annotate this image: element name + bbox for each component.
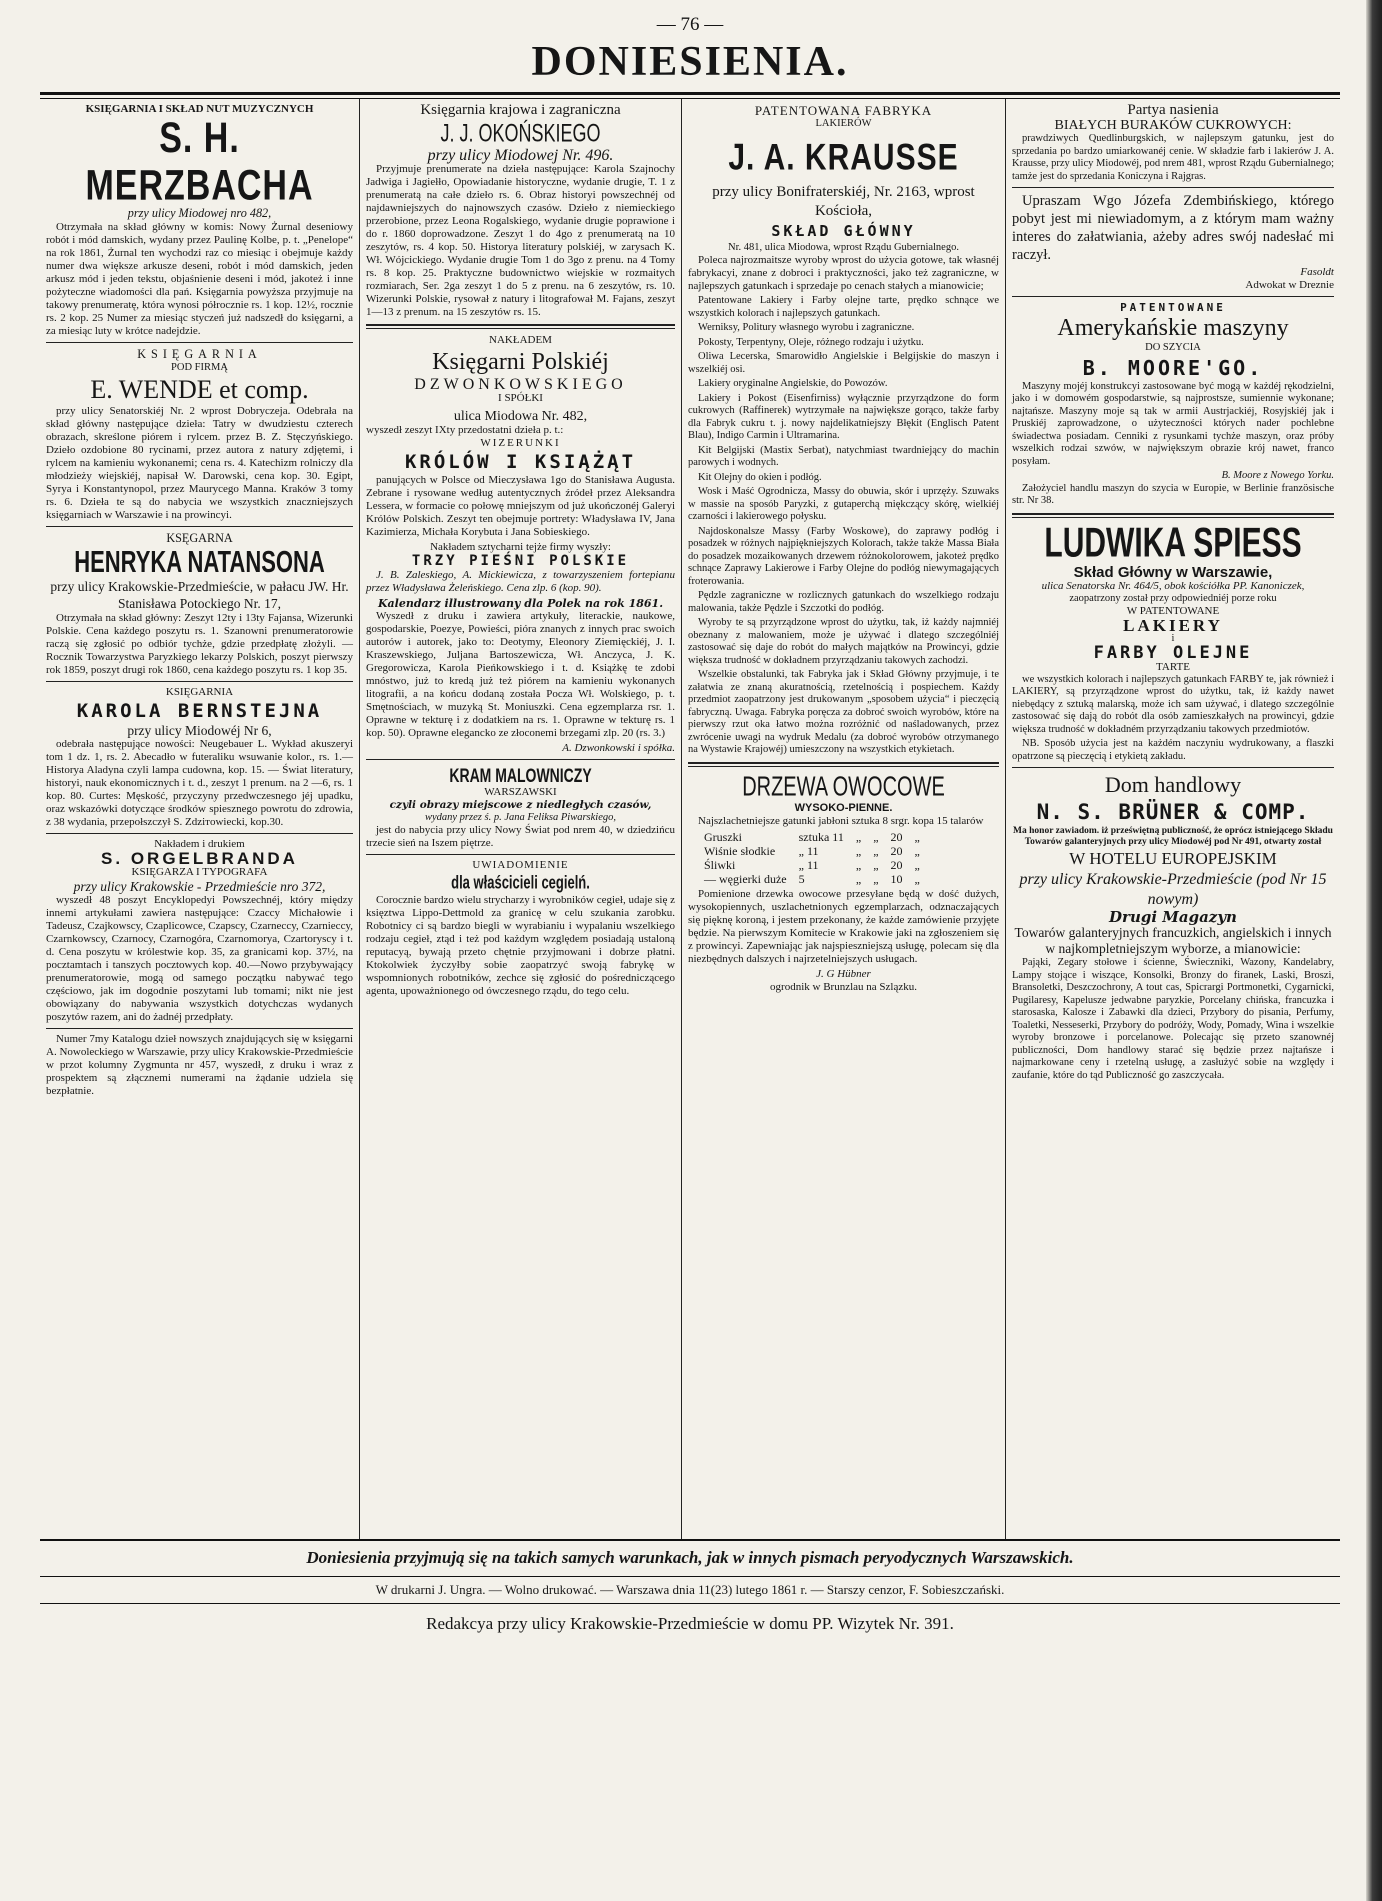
price-cell: 20 [890, 829, 903, 844]
ad-pre: Partya nasienia [1127, 102, 1219, 118]
ad-pre: KSIĘGARNIA I SKŁAD NUT MUZYCZNYCH [85, 103, 314, 115]
ad-lakiery: LAKIERY [1123, 616, 1223, 635]
price-cell: 5 [798, 871, 805, 886]
ad-sklad: SKŁAD GŁÓWNY [771, 221, 916, 240]
ad-body: Upraszam Wgo Józefa Zdembińskiego, którego pobyt jest mi niewiadomym, a z którym mam ważny interes do załatwiania, ażeby adres swój nadesłać mi raczył. [1012, 193, 1334, 263]
divider [46, 833, 353, 834]
ad-body: odebrała następujące nowości: Neugebauer L. Wykład akuszeryi tom 1 dz. 1, rs. 2. Abecadło w futeraliku wsuwanie kolor., rs. 1.— Historya Aladyna czyli lampa cudowna, kop. 15. — Świat literatury, historyi, nauk ekonomicznych i t. d., zeszyt 1 prenum. na 2 —6, rs. 1 kop. 80. Curtes: Męskość, przyczyny przedwczesnego jéj upadku, oraz wskazówki dotyczące środków spiesznego powrotu do zdrowia, z 38 wydania, przepołszczył S. Zdziтowiecki, kop.30. [46, 737, 353, 828]
price-cell: 20 [890, 843, 903, 858]
ad-note: Numer 7my Katalogu dzieł nowszych znajdujących się w księgarni A. Nowoleckiego w Warszawie, przy ulicy Krakowskie-Przedmieście w przot kolumny Zygmunta nr 457, wyszedł, z druku i wraz z prospektem są złącznemi numerami na żądanie udzielа się bezpłatnie. [46, 1032, 353, 1097]
ad-spiess [1012, 519, 1334, 764]
ad-name: S. ORGELBRANDA [101, 848, 298, 868]
ad-address: przy ulicy Miodowej nro 482, [127, 206, 272, 220]
ad-w: W PATENTOWANE [1126, 605, 1220, 617]
price-row [698, 872, 926, 886]
ad-name: S. H. MERZBACHA [85, 114, 314, 210]
ad-pre: UWIADOMIENIE [472, 859, 569, 871]
ad-pre: Księgarnia krajowa i zagraniczna [420, 102, 621, 118]
ad-item: Najdoskonalsze Massy (Farby Woskowe), do zaprawy podłóg i posadzek w różnych najpiękniejszych Kolorach, także także Massa Biała do posadzek mozaikowanych drzewem różnokolorowem, jakoteż prędko schnące Zaprawy Lakierowe i Farby Olejne do podłóg niewymagających froterowania. [688, 525, 999, 587]
ad-kal-body: Wyszedł z druku i zawiera artykuły, literackie, naukowe, gospodarskie, Poezye, Powieści, pióra znanych z innych prac swoich autorów i autorek, jako to: Deotymy, Eleonory Ziemięckiéj, J. I. Kraszewskiego, Juljana Bartoszewicza, Wł. Anczyca, J. K. Gregorowicza, Karola Pieńkowskiego i t. d. Książkę te zdobi mnóstwo, już to kredą już też piórem na kamieniu wykonanych litografii, a na końcu dodaną została Pocza Wł. Wolskiego, p. t. Smętnościach, w muzyką St. Moniuszki. Cena egzemplarza rsr. 1. Oprawne w tekturę i z dodatkiem na rs. 1. Oprawne w tekturę rs. 1 kop. 50). Oprawne eleganckо ze złoconemi brzegami zlp. 20 (rs. 3.) [366, 610, 675, 739]
price-cell: „ [914, 843, 920, 858]
ad-title-1: WIZERUNKI [480, 437, 561, 449]
masthead-title: DONIESIENIA. [531, 39, 849, 85]
ad-i: i [1171, 633, 1175, 644]
ad-title: KRAM MALOWNICZY [449, 763, 592, 787]
price-cell: „ [914, 871, 920, 886]
ad-item: Werniksy, Politury własnego wyrobu i zagraniczne. [698, 322, 915, 333]
ad-body: Corocznie bardzo wielu strycharzy i wyrobników cegieł, udaje się z księztwa Lippo-Dettmold za granicę w celu szukania zarobku. Robotnicy ci są bardzo biegli w wyrabianiu i wypalaniu wszelkiego rodzaju cegieł, ztąd i też pod każdym względem posiadają ustaloną reputacyą, bywają przeto chętnie przyjmowani i dobrze płatni. Ktokolwiek życzyłby sobie zaopatrzyć swoją fabrykę w wspomnionych robotników, zechce się zgłosić do pośredniczącego agenta, upoważnionego od ówczesnego rządu, do tego celu. [366, 894, 675, 997]
ad-name: N. S. BRÜNER & COMP. [1036, 800, 1310, 824]
ad-sign: B. Moore z Nowego Yorku. [1221, 470, 1334, 481]
ad-hotel: W HOTELU EUROPEJSKIM [1069, 849, 1277, 868]
divider [366, 854, 675, 855]
ad-pre: Nakładem i drukiem [154, 837, 245, 850]
divider [1012, 296, 1334, 297]
price-cell: 20 [890, 857, 903, 872]
divider [366, 324, 675, 329]
ad-name: J. J. OKOŃSKIEGO [440, 119, 601, 147]
ad-sklad-address: Nr. 481, ulica Miodowa, wprost Rządu Gubernialnego. [728, 241, 959, 253]
imprint-line: W drukarni J. Ungra. — Wolno drukować. — Warszawa dnia 11(23) lutego 1861 r. — Starszy cenzor, F. Sobieszczański. [40, 1576, 1340, 1604]
scan-edge [1366, 0, 1382, 1901]
ad-moore [1012, 301, 1334, 508]
ad-tarte: TARTE [1156, 660, 1190, 673]
ad-address: przy ulicy Miodowéj Nr 6, [127, 722, 272, 738]
ad-name-1: Księgarni Polskiéj [432, 349, 609, 375]
ad-bernstein [46, 686, 353, 829]
ad-body: Otrzymała na skład główny w komis: Nowy Żurnal deseniowy robót i mód damskich, wydany przez Paulinę Kolbe, p. t. „Penelope“ na rok 1861, Żurnal ten wychodzi raz co miesiąc i obejmuje każdy numer dwa większe arkusze deseni, robót i mód damskich, jeden arkusz mód i jeden tekstu, objaśnienie deseni i mód, jakoteż i inne pożyteczne wiadomości dla pań. Księgarnia powyższa przyjmuje na takowy prenumeratę, która wynosi półrocznie rs. 1 kop. 12½, rocznie rs. 2 kop. 25 Numer za miesiąc styczeń już nadszedł do księgarni, a za miesiąc luty w krótce nadejdzie. [46, 221, 353, 337]
ad-merzbach [46, 103, 353, 338]
ad-natanson [46, 531, 353, 677]
ad-nasienie [1012, 103, 1334, 183]
ad-name: HENRYKA NATANSONA [74, 543, 325, 579]
price-cell: „ [873, 843, 879, 858]
price-cell: „ [914, 857, 920, 872]
ad-body: Pająki, Zegary stołowe i ścienne, Świeczniki, Wazony, Kandelabry, Lampy stojące i wiszące, Konsolki, Bronzy do firanek, Laski, Broszi, Bransoletki, Deszczochrony, A tout cas, Spicrargi Portmonetki, Cygarnicki, Pugilaresy, Kapelusze jedwabne paryzkie, Porcelany chińska, francuzka i starosaska, Kalosze i Zabawki dla dzieci, Przybory do pisania, Perfumy, Toaletki, Nesseserki, Przybory do podróży, Wody, Pomady, Wina i wszelkie wyroby bronzowe i porcelanowe. Polecając się przeto szanownéj publiczności, Dom handlowy starać się będzie przez najtańsze i najmarkowane ceny i rzetelną usługę, a zasłużyć sobie na względy i zaufanie, które do tąd Publiczność go zaszczycała. [1012, 957, 1334, 1081]
divider [1012, 767, 1334, 768]
ad-pub: Nakładem sztycharni tejże firmy wyszły: [430, 541, 611, 553]
ad-uwiadomienie [366, 859, 675, 998]
ad-sub: KSIĘGARZA I TYPOGRAFA [131, 865, 268, 878]
ad-sub: WYSOKO-PIENNE. [794, 801, 893, 814]
price-cell: „ [855, 871, 862, 886]
ad-body: przy ulicy Senatorskiéj Nr. 2 wprost Dobryczeja. Odebrała na skład główny następujące dzieła: Tatry w dwudziestu czterech obrazach, skreślone piórem i rylcem. przez B. Z. Stęczyńskiego. Dzieło ozdobione 80 rycinami, przez autora z natury zdjętemi, i rylcem na kamieniu wykonanemi; cena rs. 4. Katechizm rolniczy dla młodzieży wiejskiéj, napisał W. Darowski, cena kop. 30. Egipt, Syrya i Konstantynopol, przez Maurycego Manna. Kraków 3 tomy rs. 6. Dzieła te są do nabycia we wszystkich znaczniejszych księgarniach w Warszawie i na prowincyi. [46, 404, 353, 521]
ad-body: prawdziwych Quedlinburgskich, w najlepszym gatunku, jest do sprzedania po bardzo umiarkowanéj cenie. W składzie farb i lakierów J. A. Krausse, przy ulicy Miodowéj, pod nrem 481, wprost Rządu Gubernialnego; tamże jest do sprzedania Koniczyna i Rajgras. [1012, 133, 1334, 182]
ad-sign: A. Dzwonkowski i spółka. [562, 742, 675, 754]
page-number: — 76 — [656, 14, 724, 35]
ad-name-2: DZWONKOWSKIEGO [414, 376, 627, 393]
ad-name: E. WENDE et comp. [90, 374, 309, 404]
ad-firm: POD FIRMĄ [171, 362, 228, 373]
ad-item: Patentowane Lakiery i Farby olejne tarte, prędko schnące we wszystkich kolorach i najlepszych gatunkach. [688, 295, 999, 319]
ad-body: Pomienione drzewka owocowe przesyłane będą w dość dużych, wysokopiennych, uszlachetnionych egzemplarzach, odznaczających się pięknę koroną, i jestem przekonany, że każde zamówienie przyjęte będzie. Na pierwszym Komitecie w Krakowie jaki na zgłoszeniem się z prowincyi. Zapewniając jak najspieszniejszą usługę, polecam się dla niezbędnych dalszych i najrzetelniejszych usługach. [688, 887, 999, 965]
ad-item: Wosk i Maść Ogrodnicza, Massy do obuwia, skór i uprzęży. Szuwaks w massie na sposób Paryzki, z gutaperchą miękczący skórę, wielkiéj czarności i lakierowego połysku. [688, 486, 999, 522]
ad-body: Poleca najrozmaitsze wyroby wprost do użycia gotowe, tak własnéj fabrykacyi, znane z dobroci i praktyczności, jako też zagraniczne, w najlepszych gatunkach i sprzedaje po cenach stałych a mianowicie; [688, 254, 999, 292]
column-2 [360, 99, 682, 1539]
ad-kram [366, 764, 675, 850]
ad-item: Pędzle zagraniczne w rozlicznych gatunkach do wszelkiego rodzaju malowania, także Pędzle i Szczotki do podłóg. [688, 590, 999, 614]
ad-title-2: KRÓLÓW I KSIĄŻĄT [404, 451, 637, 473]
ad-pre: NAKŁADEM [489, 334, 552, 346]
price-cell: „ [873, 871, 879, 886]
price-cell: „ 11 [798, 857, 819, 872]
ad-address: przy ulicy Miodowej Nr. 496. [427, 147, 614, 164]
ad-title: Amerykańskie maszyny [1057, 315, 1289, 341]
ad-intro: zaopatrzony został przy odpowiedniéj porze roku [1069, 592, 1277, 604]
ad-pre: PATENTOWANA FABRYKA [754, 103, 933, 118]
ad-name: LUDWIKA SPIESS [1044, 519, 1302, 566]
ad-item: Wyroby te są przyrządzone wprost do użytku, tak, iż każdy najmniéj obeznany z malowaniem, może je używać i dlatego szczególniéj zastosować się daje do robót do małych majątków na Prowincyi, gdzie większa trudność w dokładnem przyrządzaniu takowych zachodzi. [688, 617, 999, 666]
column-3 [682, 99, 1006, 1539]
price-cell: — węgierki duże [704, 871, 787, 886]
ad-drugi: Drugi Magazyn [1109, 908, 1237, 926]
ad-farby: FARBY OLEJNE [1093, 642, 1253, 663]
ad-sign-2: ogrodnik w Brunzlau na Szlązku. [770, 980, 917, 993]
ad-address: przy ulicy Bonifraterskiéj, Nr. 2163, wprost Kościoła, [712, 183, 975, 219]
ad-address: przy ulicy Krakowskie-Przedmieście, w pałacu JW. Hr. Stanisława Potockiego Nr. 17, [50, 578, 349, 611]
ad-orgelbrand [46, 838, 353, 1098]
price-cell: „ [855, 843, 862, 858]
ad-dzwonkowski [366, 334, 675, 755]
price-cell: Wiśnie słodkie [704, 843, 776, 858]
price-cell: „ 11 [798, 843, 819, 858]
divider [46, 1028, 353, 1029]
price-cell: „ [873, 829, 879, 844]
ad-item: Pokosty, Terpentyny, Oleje, różnego rodzaju i użytku. [698, 336, 924, 348]
ad-item: Kit Olejny do okien i podłóg. [698, 471, 822, 483]
ad-item: Wszelkie obstalunki, tak Fabryka jak i Skład Główny przyjmuje, i te załatwia ze znaną akuratnością, rzetelnością i pospiechem. Każdy przedmiot zaopatrzony jest drukowanym „sposobem użycia“ i pieczęcią fabryczną. Uwaga. Fabryka poręcza za dobroć swoich wyrobów, które na pierwszy rzut oka łatwo można rozróżnić od naśladowanych, przez zwrócenie uwagi na wydruk Medalu (za dobroć wyrobów otrzymanego na Wystawie Krajowéj) umieszczony na wszystkich etykietach. [688, 669, 999, 755]
ad-name: B. MOORE'GO. [1082, 355, 1264, 380]
ad-body: wyszedł 48 poszyt Encyklopedyi Powszechnéj, który między innemi artykułami zawiera następujące: Czaccy Michałowie i Tadeusz, Czajkowscy, Czaplicowce, Czapscy, Czarneccy, Czarnieccy, Czarnkowscy, Czarnocy, Czarnogóra, Czarnomorya, Czartoryscy i t. d. Cena poszytu w królestwie kop. 35, za granicami kop. 37½, na pocztamtach i tanszych pocztowych kop. 40.—Nowo przybywający prenumeratorowie, mogą od samego początku nabywać tego częściowo, jak im dogodnie poszytami lub tomami; nikt nie jest obowiązany do nabywania wszystkich dotychczas wydanych poszytów razem, ani do żadnéj przedpłaty. [46, 893, 353, 1023]
ad-body: Przyjmuje prenumerate na dzieła następujące: Karola Szajnochy Jadwiga i Jagiełło, Opowiadanie historyczne, wydanie drugie, T. 1 z prenumeratą na całe dzieło rs. 6. Obraz historyi powszechnéj od najdawniejszych do najnowszych czasów. Dzieło z niemieckiego przerobione, przez Leona Rogalskiego, wydanie drugie poprawione i do r. 1860 doprowadzone. Zeszyt 1 do 4go z prenumeratą na 10 zeszytów, rs. 4 kop. 50. Historya literatury polskiéj, w zarysach K. Wł. Wójcickiego. Wydanie drugie Tom 1 do 3go z prenu. na 4 Tomy rs. 8 kop. 25. Praktyczne budownictwo wiejskie w rozmaitych rozmiarach, Ser. 2ga zeszyt 1 do 5 z prenu. na 6 zeszytów, rs. 10. Wizerunki Polskie, rysował z natury i litografował M. Fajans, zeszyt 1—13 z prenum. na 15 zeszytów rs. 15. [366, 163, 675, 318]
ad-pre: Dom handlowy [1104, 772, 1242, 797]
price-cell: „ [873, 857, 879, 872]
ad-krausse [688, 103, 999, 757]
ad-title: dla właścicieli cegielń. [451, 871, 590, 893]
ad-sign: Fasoldt [1300, 266, 1334, 278]
ad-name-3: I SPÓŁKI [498, 392, 543, 404]
ad-name: KAROLA BERNSTEJNA [76, 699, 323, 722]
price-row [698, 844, 926, 858]
ad-pre: KSIĘGARNIA [137, 347, 262, 361]
price-table [698, 830, 926, 886]
ad-pre: PATENTOWANE [1120, 301, 1226, 314]
ad-body: Otrzymała na skład główny: Zeszyt 12ty i 13ty Fajansa, Wizerunki Polskie. Cena każdego poszytu rs. 1. Szanowni prenumeratorowie raczą się zgłosić po odbiór tychże, gdzie przedpłatę złożyli. — Rocznik Towarzystwa Paryzkiego lekarzy Polskich, poszyt pierwszy rok 1859, poszyt drugi rok 1860, cena każdego poszytu rs. 1 kop 35. [46, 611, 353, 676]
ad-sub: LAKIERÓW [815, 118, 872, 129]
ad-trzy-body: J. B. Zaleskiego, A. Mickiewicza, z towarzyszeniem fortepianu przez Władysława Żeleńskiego. Cena zlp. 6 (kop. 90). [366, 569, 675, 594]
price-cell: „ [914, 829, 920, 844]
price-cell: sztuka 11 [798, 829, 844, 844]
ad-body-2: Założyciel handlu maszyn do szycia w Europie, w Berlinie französische str. Nr 38. [1012, 482, 1334, 506]
ad-body: we wszystkich kolorach i najlepszych gatunkach FARBY te, jak również i LAKIERY, są przyrządzone wprost do użytku, tak, iż każdy nawet niebędący z sztuką malarską, może ich sam używać, i dlatego szczególnie zastosować się dają do robót dla osób zamieszkałych na prowincyi, gdzie większa trudność w dokładném przyrządzaniu takowych przedmiotów. [1012, 673, 1334, 735]
ad-body: jest do nabycia przy ulicy Nowy Świat pod nrem 40, w dziedzińcu trzecie sień na Iszem piętrze. [366, 824, 675, 849]
ad-desc: czyli obrazy miejscowe z niedległych czasów, [389, 799, 652, 811]
ad-ed: wydany przez ś. p. Jana Feliksa Piwarskiego, [424, 811, 616, 823]
ad-body: Maszyny mojéj konstrukcyi zastosowane być mogą w każdéj rękodzielni, jako i w domowém gospodarstwie, są najprostsze, sumiennie wykonane; najtańsze. Maszyny moje są tak w armii Austrjackiéj, Rosyjskiéj jak i Pruskiéj zaprowadzone, o użyteczności których nader pochlebne świadectwa posiadam. Cenniki z rysunkami tychże maszyn, oraz próby wszelkich rodzai szwów, w największym obrazie krój nawet, franco posyłam. [1012, 380, 1334, 467]
ad-title: DRZEWA OWOCOWE [742, 771, 945, 802]
ad-trzy-title: TRZY PIEŚNI POLSKIE [411, 553, 630, 569]
ad-item: Lakiery oryginalne Angielskie, do Powozów. [698, 378, 888, 389]
ad-kal-title: Kalendarz illustrowany dla Polek na rok 1861. [377, 597, 664, 610]
ad-sub: WARSZAWSKI [484, 786, 557, 798]
column-4 [1006, 99, 1340, 1539]
ad-name: J. A. KRAUSSE [728, 136, 959, 178]
ad-sign: J. G Hübner [816, 967, 871, 980]
price-row [698, 830, 926, 844]
ad-notice: Ma honor zawiadom. iż przeświętną publiczność, że oprócz istniejącego Składu Towarów galanteryjnych przy ulicy Miodowéj pod Nr 491, otwarty został [1013, 826, 1333, 847]
ad-upraszam [1012, 192, 1334, 292]
masthead-rule [40, 92, 1340, 99]
ad-title: BIAŁYCH BURAKÓW CUKROWYCH: [1054, 118, 1292, 133]
ad-intro: Najszlachetniejsze gatunki jabłoni sztuka 8 srgr. kopa 15 talarów [698, 814, 984, 827]
ad-sub: Skład Główny w Warszawie, [1073, 563, 1273, 581]
ad-address: ulica Senatorska Nr. 464/5, obok kościółka PP. Kanoniczek, [1041, 579, 1305, 592]
ad-sub: DO SZYCIA [1145, 342, 1201, 353]
price-cell: Gruszki [704, 829, 742, 844]
price-row [698, 858, 926, 872]
ad-okonski [366, 103, 675, 319]
divider [46, 342, 353, 343]
divider [46, 526, 353, 527]
ad-sub: Towarów galanteryjnych francuzkich, angielskich i innych w najkompletniejszym wyborze, a mianowicie: [1014, 925, 1332, 956]
ad-wende [46, 347, 353, 522]
price-cell: Śliwki [704, 857, 736, 872]
ads-grid [40, 99, 1340, 1539]
column-1 [40, 99, 360, 1539]
editorial-address: Redakcya przy ulicy Krakowskie-Przedmieście w domu PP. Wizytek Nr. 391. [426, 1614, 954, 1633]
ad-item: Kit Belgijski (Mastix Serbat), natychmiast twardniejący do machin parowych i wodnych. [688, 444, 999, 468]
ad-sign-2: Adwokat w Dreznie [1245, 279, 1334, 291]
price-cell: 10 [890, 871, 903, 886]
ad-address: ulica Miodowa Nr. 482, [453, 409, 588, 424]
ad-bruner [1012, 772, 1334, 1082]
ad-pre: KSĘGARNA [166, 530, 233, 545]
price-cell: „ [855, 829, 862, 844]
ad-pre: KSIĘGARNIA [165, 685, 234, 698]
divider [46, 681, 353, 682]
ad-body: panujących w Polsce od Mieczysława 1go do Stanisława Augusta. Zebrane i rysowane według autentycznych źródeł przez Aleksandra Lessera, w formacie co połowę mniejszym od już ukończonéj Galeryi Królów Polskich. Zeszyt ten obejmuje portrety: Władysława IV, Jana Kazimierza, Michała Korybuta i Jana Sobieskiego. [366, 474, 675, 538]
footer-advert-note: Doniesienia przyjmują się na takich samych warunkach, jak w innych pismach peryodycznych Warszawskich. [40, 1539, 1340, 1568]
ad-item: Lakiery i Pokost (Eisenfirniss) wyłącznie przyrządzone do form cukrowych (Raffinerek) wytrzymałe na największe gorąco, także farby dla Fabryk cukru t. j. nowy najdelikatniejszy Błękit (Englisch Patent Blau), Indigo Carmin i Ultramarina. [688, 392, 999, 441]
ad-item: Oliwa Lecerska, Smarowidło Angielskie i Belgijskie do maszyn i wszelkiéj osi. [688, 351, 999, 375]
price-cell: „ [855, 857, 862, 872]
ad-intro: wyszedł zeszyt IXty przedostatni dzieła p. t.: [366, 424, 564, 436]
ad-address: przy ulicy Krakowskie-Przedmieście (pod Nr 15 nowym) [1019, 871, 1327, 908]
divider [1012, 187, 1334, 188]
ad-address: przy ulicy Krakowskie - Przedmieście nro 372, [73, 878, 326, 894]
ad-nb: NB. Sposób użycia jest na każdém naczyniu wydrukowany, a flaszki opatrzone są pieczęcią i etykietą zakładu. [1012, 738, 1334, 762]
ad-drzewa [688, 772, 999, 994]
